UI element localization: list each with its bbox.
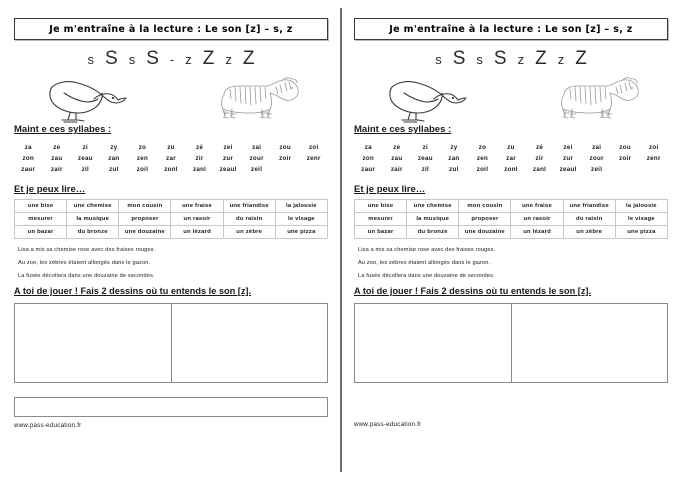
bird-icon <box>44 77 130 128</box>
syllable: zul <box>449 166 459 173</box>
syllable: zour <box>249 155 264 162</box>
illustrations-row-left <box>14 77 328 123</box>
letter-separator-dash: - <box>169 52 175 67</box>
syllable: zau <box>51 155 63 162</box>
table-row <box>15 213 328 226</box>
syllable: zoir <box>619 155 632 162</box>
table-row <box>355 226 668 239</box>
word-cell: proposer <box>459 213 511 226</box>
letter-z-lower-2: z <box>557 52 565 67</box>
word-cell: un bazar <box>355 226 407 239</box>
syllable: zon <box>22 155 35 162</box>
syllable: zair <box>390 166 403 173</box>
syllables-block-right <box>354 142 668 175</box>
syllable: zar <box>506 155 516 162</box>
syllable: zoi <box>308 144 319 151</box>
sentence: Au zoo, les zèbres étaient allongés dans le gazon. <box>18 260 151 266</box>
word-cell: mon cousin <box>459 200 511 213</box>
syllable: zei <box>223 144 233 151</box>
sentences-block-left <box>14 247 328 279</box>
word-cell: une fraise <box>511 200 563 213</box>
word-cell: du raisin <box>223 213 275 226</box>
letter-z-upper-1: Z <box>535 48 547 69</box>
sentence: Au zoo, les zèbres étaient allongés dans le gazon. <box>358 260 491 266</box>
letter-z-upper-2: Z <box>242 48 255 69</box>
word-cell: une chemise <box>407 200 459 213</box>
syllable: zoil <box>476 166 489 173</box>
syllable: ze <box>393 144 401 151</box>
word-cell: mesurer <box>15 213 67 226</box>
syllable-row <box>354 164 668 175</box>
syllable: zeaul <box>559 166 577 173</box>
syllable: zul <box>109 166 119 173</box>
syllable: zar <box>166 155 176 162</box>
letter-s-lower-2: s <box>128 52 136 67</box>
word-cell: proposer <box>119 213 171 226</box>
answer-strip[interactable] <box>14 397 328 417</box>
word-cell: le visage <box>615 213 667 226</box>
syllable: zon <box>362 155 375 162</box>
word-cell: un lézard <box>511 226 563 239</box>
syllable: zanl <box>192 166 207 173</box>
page-title-right: Je m'entraîne à la lecture : Le son [z] – s, z <box>389 23 633 35</box>
letter-z-upper-1: Z <box>202 48 215 69</box>
drawing-boxes-right <box>354 303 668 383</box>
syllable: zoi <box>648 144 659 151</box>
bird-icon <box>384 77 470 128</box>
sentence: La fusée décollera dans une douzaine de secondes. <box>358 273 495 279</box>
letter-z-upper-2: Z <box>575 48 587 69</box>
syllable: zir <box>535 155 544 162</box>
syllable-row <box>354 153 668 164</box>
syllables-heading-line-right <box>354 124 668 138</box>
letter-s-lower-1: s <box>435 52 442 67</box>
syllable: zy <box>450 144 458 151</box>
word-cell: la musique <box>67 213 119 226</box>
word-cell: du bronze <box>67 226 119 239</box>
syllable: zanl <box>532 166 547 173</box>
words-table-left <box>14 199 328 239</box>
words-heading: Et je peux lire… <box>14 184 86 195</box>
drawing-box-1[interactable] <box>355 304 511 382</box>
letter-s-lower-2: s <box>476 52 483 67</box>
word-cell: un lézard <box>171 226 223 239</box>
word-cell: une pizza <box>615 226 667 239</box>
syllable: zo <box>478 144 487 151</box>
sentence: Lisa a mis sa chemise rose avec des fraises rouges. <box>18 247 156 253</box>
word-cell: un zèbre <box>563 226 615 239</box>
syllable: za <box>24 144 32 151</box>
zebra-icon <box>550 75 650 130</box>
syllable: zai <box>252 144 262 151</box>
word-cell: une pizza <box>275 226 327 239</box>
syllable: zil <box>421 166 430 173</box>
word-cell: un bazar <box>15 226 67 239</box>
syllable: zenr <box>306 155 321 162</box>
words-table-right <box>354 199 668 239</box>
word-cell: le visage <box>275 213 327 226</box>
footer-url-right: www.pass-education.fr <box>354 421 422 428</box>
letter-s-upper-2: S <box>493 48 507 69</box>
word-cell: une friandise <box>563 200 615 213</box>
syllable: zoil <box>136 166 149 173</box>
title-banner-right <box>354 18 668 40</box>
letter-z-lower-1: z <box>185 52 192 67</box>
syllable: zu <box>167 144 175 151</box>
syllables-block-left <box>14 142 328 175</box>
syllables-heading-right: Maint e ces syllabes : <box>354 124 452 135</box>
syllable: zonl <box>164 166 178 173</box>
syllable: zaur <box>21 166 36 173</box>
sentence: Lisa a mis sa chemise rose avec des fraises rouges. <box>358 247 496 253</box>
letters-row-right <box>354 49 668 75</box>
syllable: zair <box>50 166 63 173</box>
syllable: zour <box>589 155 604 162</box>
syllable: zé <box>195 144 204 151</box>
syllable: zi <box>422 144 429 151</box>
syllable: zen <box>476 155 489 162</box>
syllable: zi <box>82 144 89 151</box>
syllable: zoir <box>279 155 292 162</box>
word-cell: une douzaine <box>459 226 511 239</box>
table-row <box>15 200 328 213</box>
task-heading-right: A toi de jouer ! Fais 2 dessins où tu entends le son [z]. <box>354 286 592 296</box>
letters-row-left <box>14 49 328 75</box>
illustrations-row-right <box>354 77 668 123</box>
syllable: zur <box>563 155 574 162</box>
syllables-heading: Maint e ces syllabes : <box>14 124 112 135</box>
sentences-block-right <box>354 247 668 279</box>
syllable: zeil <box>251 166 263 173</box>
syllable: za <box>364 144 372 151</box>
syllable: zeau <box>77 155 93 162</box>
syllable-row <box>354 142 668 153</box>
syllable-row <box>14 153 328 164</box>
letter-z-lower-2: z <box>225 52 232 67</box>
task-heading: A toi de jouer ! Fais 2 dessins où tu entends le son [z]. <box>14 286 252 296</box>
worksheet-column-right <box>340 0 680 480</box>
title-banner <box>14 18 328 40</box>
letter-s-upper-2: S <box>146 48 159 69</box>
words-heading-right: Et je peux lire… <box>354 184 426 195</box>
page-title: Je m'entraîne à la lecture : Le son [z] – s, z <box>49 23 293 35</box>
syllable: zeaul <box>219 166 237 173</box>
syllable: zan <box>448 155 460 162</box>
syllable-row <box>14 164 328 175</box>
syllables-heading-line-left <box>14 124 328 138</box>
syllable: zenr <box>646 155 661 162</box>
syllable: zonl <box>504 166 518 173</box>
syllable-row <box>14 142 328 153</box>
word-cell: un zèbre <box>223 226 275 239</box>
syllable: zai <box>592 144 602 151</box>
syllable: zan <box>108 155 120 162</box>
drawing-box-2[interactable] <box>511 304 668 382</box>
syllable: zu <box>507 144 515 151</box>
syllable: zir <box>195 155 204 162</box>
footer-url: www.pass-education.fr <box>14 422 82 429</box>
drawing-box-2[interactable] <box>171 304 328 382</box>
word-cell: une bise <box>15 200 67 213</box>
syllable: zo <box>138 144 147 151</box>
syllable: zé <box>535 144 544 151</box>
drawing-boxes-left <box>14 303 328 383</box>
word-cell: la musique <box>407 213 459 226</box>
word-cell: la jalousie <box>615 200 667 213</box>
word-cell: du raisin <box>563 213 615 226</box>
syllable: zaur <box>361 166 376 173</box>
table-row <box>355 200 668 213</box>
table-row <box>15 226 328 239</box>
word-cell: la jalousie <box>275 200 327 213</box>
word-cell: mesurer <box>355 213 407 226</box>
letter-s-upper-1: S <box>105 48 118 69</box>
syllable: zeil <box>591 166 603 173</box>
syllable: zil <box>81 166 90 173</box>
word-cell: une chemise <box>67 200 119 213</box>
table-row <box>355 213 668 226</box>
word-cell: une fraise <box>171 200 223 213</box>
word-cell: une friandise <box>223 200 275 213</box>
word-cell: une douzaine <box>119 226 171 239</box>
syllable: zeau <box>417 155 433 162</box>
syllable: zen <box>136 155 149 162</box>
word-cell: une bise <box>355 200 407 213</box>
letter-s-lower-1: s <box>87 52 95 67</box>
word-cell: un rasoir <box>171 213 223 226</box>
syllable: zau <box>391 155 403 162</box>
drawing-box-1[interactable] <box>15 304 171 382</box>
zebra-icon <box>210 75 310 130</box>
word-cell: mon cousin <box>119 200 171 213</box>
syllable: zei <box>563 144 573 151</box>
word-cell: du bronze <box>407 226 459 239</box>
word-cell: un rasoir <box>511 213 563 226</box>
syllable: zur <box>223 155 234 162</box>
syllable: zou <box>619 144 631 151</box>
letter-s-upper-1: S <box>452 48 466 69</box>
sentence: La fusée décollera dans une douzaine de secondes. <box>18 273 155 279</box>
syllable: ze <box>53 144 61 151</box>
syllable: zy <box>110 144 118 151</box>
syllable: zou <box>279 144 291 151</box>
letter-z-lower-1: z <box>517 52 525 67</box>
